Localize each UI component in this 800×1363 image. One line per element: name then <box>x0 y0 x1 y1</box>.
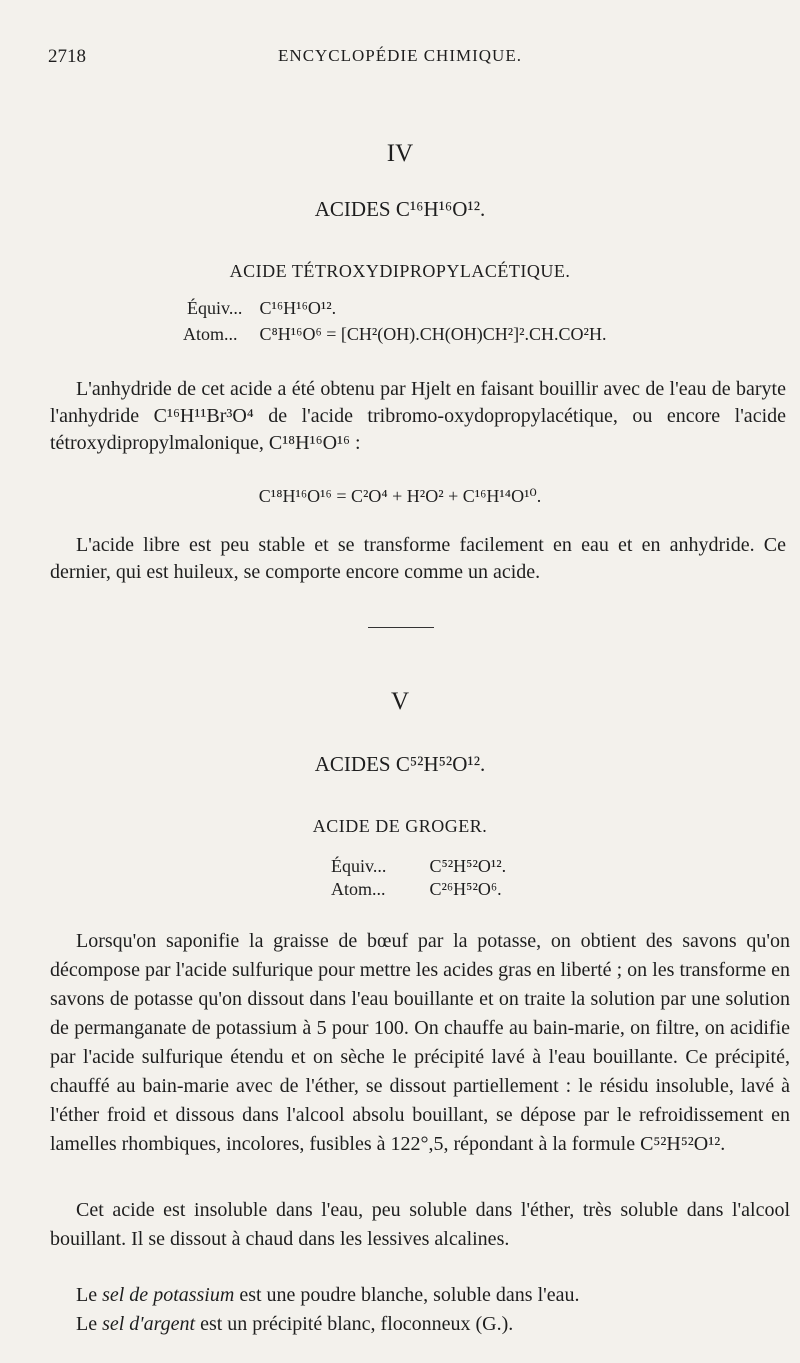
section-iv-title: ACIDES C¹⁶H¹⁶O¹². <box>314 197 486 221</box>
salt-line-text: est une poudre blanche, soluble dans l'eau. <box>239 1284 580 1306</box>
section-v-paragraph-2 <box>50 1196 790 1254</box>
section-iv-equiv-line <box>187 298 336 319</box>
section-v-compound-name: ACIDE DE GROGER. <box>312 816 488 836</box>
paragraph-text: L'acide libre est peu stable et se transforme facilement en eau et en anhydride. Ce dernier, qui est huileux, se comporte encore comme un acide. <box>50 534 786 583</box>
salt-line-prefix: Le <box>76 1313 98 1335</box>
section-divider <box>368 627 434 628</box>
section-v-atom-line <box>331 879 502 900</box>
salt-line-prefix: Le <box>76 1284 98 1306</box>
section-v-numeral: V <box>390 688 410 715</box>
salt-name-silver: sel d'argent <box>102 1313 196 1335</box>
section-v-title: ACIDES C⁵²H⁵²O¹². <box>314 752 486 776</box>
section-v-equiv-line <box>331 856 506 877</box>
section-iv-atom-line <box>183 324 606 345</box>
equiv-formula: C⁵²H⁵²O¹². <box>429 856 507 876</box>
paragraph-text: Lorsqu'on saponifie la graisse de bœuf par la potasse, on obtient des savons qu'on décompose par l'acide sulfurique pour mettre les acides gras en liberté ; on les transforme en savons de potasse qu'on dissout dans l'eau bouillante et on traite la solution par une solution de permanganate de potassium à 5 pour 100. On chauffe au bain-marie, on filtre, on acidifie par l'acide sulfurique étendu et on sèche le précipité lavé à l'eau bouillante. Ce précipité, chauffé au bain-marie avec de l'éther, se dissout partiellement : le résidu insoluble, lavé à l'éther froid et dissous dans l'alcool absolu bouillant, se dépose par le refroidissement en lamelles rhombiques, incolores, fusibles à 122°,5, répondant à la formule C⁵²H⁵²O¹². <box>50 930 790 1155</box>
page-number: 2718 <box>48 46 86 67</box>
section-iv-numeral: IV <box>386 140 414 167</box>
section-iv-paragraph-2 <box>50 532 786 586</box>
salt-name-potassium: sel de potassium <box>102 1284 235 1306</box>
atom-formula: C⁸H¹⁶O⁶ = [CH²(OH).CH(OH)CH²]².CH.CO²H. <box>259 324 607 344</box>
equiv-formula: C¹⁶H¹⁶O¹². <box>259 298 337 318</box>
salt-line-text: est un précipité blanc, floconneux (G.). <box>200 1313 514 1335</box>
atom-label: Atom... <box>331 879 386 899</box>
atom-formula: C²⁶H⁵²O⁶. <box>429 879 502 899</box>
paragraph-text: Cet acide est insoluble dans l'eau, peu soluble dans l'éther, très soluble dans l'alcool bouillant. Il se dissout à chaud dans les lessives alcalines. <box>50 1199 790 1250</box>
atom-label: Atom... <box>183 324 238 344</box>
section-iv-paragraph-1 <box>50 376 786 457</box>
paragraph-text: L'anhydride de cet acide a été obtenu par Hjelt en faisant bouillir avec de l'eau de baryte l'anhydride C¹⁶H¹¹Br³O⁴ de l'acide tribromo-oxydopropylacétique, ou encore l'acide tétroxydipropylmalonique, C¹⁸H¹⁶O¹⁶ : <box>50 378 786 454</box>
section-v-paragraph-1 <box>50 927 790 1159</box>
silver-salt-line <box>50 1310 790 1339</box>
section-iv-equation: C¹⁸H¹⁶O¹⁶ = C²O⁴ + H²O² + C¹⁶H¹⁴O¹⁰. <box>258 486 542 506</box>
potassium-salt-line <box>50 1281 790 1310</box>
equiv-label: Équiv... <box>331 856 387 876</box>
running-title: ENCYCLOPÉDIE CHIMIQUE. <box>278 46 522 65</box>
section-iv-compound-name: ACIDE TÉTROXYDIPROPYLACÉTIQUE. <box>229 261 571 281</box>
equiv-label: Équiv... <box>187 298 243 318</box>
section-v-salt-lines <box>50 1281 790 1339</box>
